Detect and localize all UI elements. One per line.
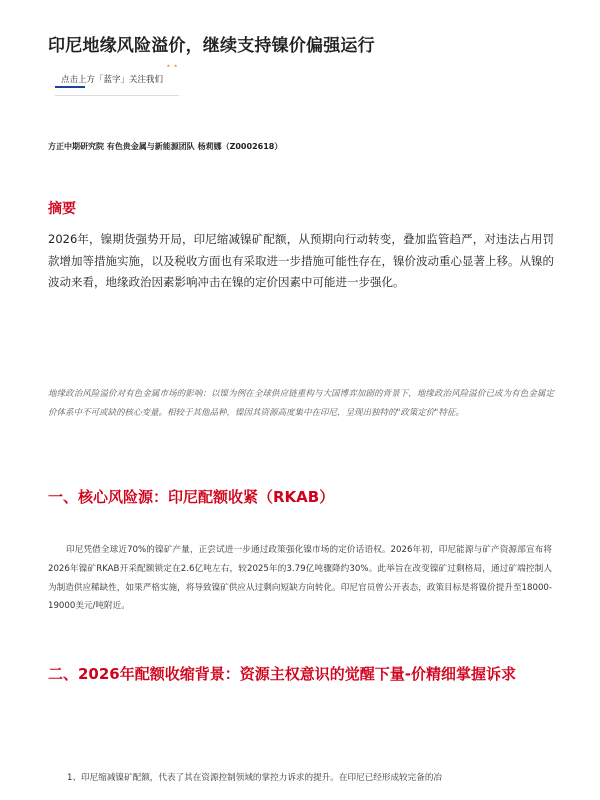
section-1-body: 印尼凭借全球近70%的镍矿产量，正尝试进一步通过政策强化镍市场的定价话语权。2026年初，印尼能源与矿产资源部宣布将2026年镍矿RKAB开采配额锁定在2.6亿吨左右，较2025年的3.79亿吨骤降约30%。此举旨在改变镍矿过剩格局，通过矿端控制人为制造供应稀缺性，如果严格实施，将导致镍矿供应从过剩向短缺方向转化。印尼官员曾公开表态，政策目标是将镍价提升至18000-19000美元/吨附近。	[48, 545, 552, 612]
list-item: 1、印尼缩减镍矿配额，代表了其在资源控制领域的掌控力诉求的提升。在印尼已经形成较完备的冶	[67, 773, 443, 783]
abstract-heading: 摘要	[48, 201, 76, 217]
abstract-body: 2026年，镍期货强势开局，印尼缩减镍矿配额，从预期向行动转变，叠加监管趋严，对违法占用罚款增加等措施实施，以及税收方面也有采取进一步措施可能性存在，镍价波动重心显著上移。从镍的波动来看，地缘政治因素影响冲击在镍的定价因素中可能进一步强化。	[48, 232, 554, 289]
article-title: 印尼地缘风险溢价，继续支持镍价偏强运行	[48, 36, 375, 56]
decorative-dots: • •	[166, 62, 178, 71]
author-line: 方正中期研究院 有色贵金属与新能源团队 杨莉娜（Z0002618）	[48, 142, 283, 151]
follow-prompt-banner[interactable]	[55, 62, 179, 96]
follow-prompt-text[interactable]: 点击上方「蓝字」关注我们	[61, 75, 164, 85]
section-heading-2: 二、2026年配额收缩背景：资源主权意识的觉醒下量-价精细掌握诉求	[48, 665, 516, 683]
section-heading-1: 一、核心风险源：印尼配额收紧（RKAB）	[48, 488, 335, 506]
follow-underline-accent	[55, 86, 85, 88]
italic-quote: 地缘政治风险溢价对有色金属市场的影响：以镍为例在全球供应链重构与大国博弈加剧的背景下，地缘政治风险溢价已成为有色金属定价体系中不可或缺的核心变量。相较于其他品种，镍因其资源高度集中在印尼，呈现出独特的"政策定价"特征。	[48, 389, 554, 418]
